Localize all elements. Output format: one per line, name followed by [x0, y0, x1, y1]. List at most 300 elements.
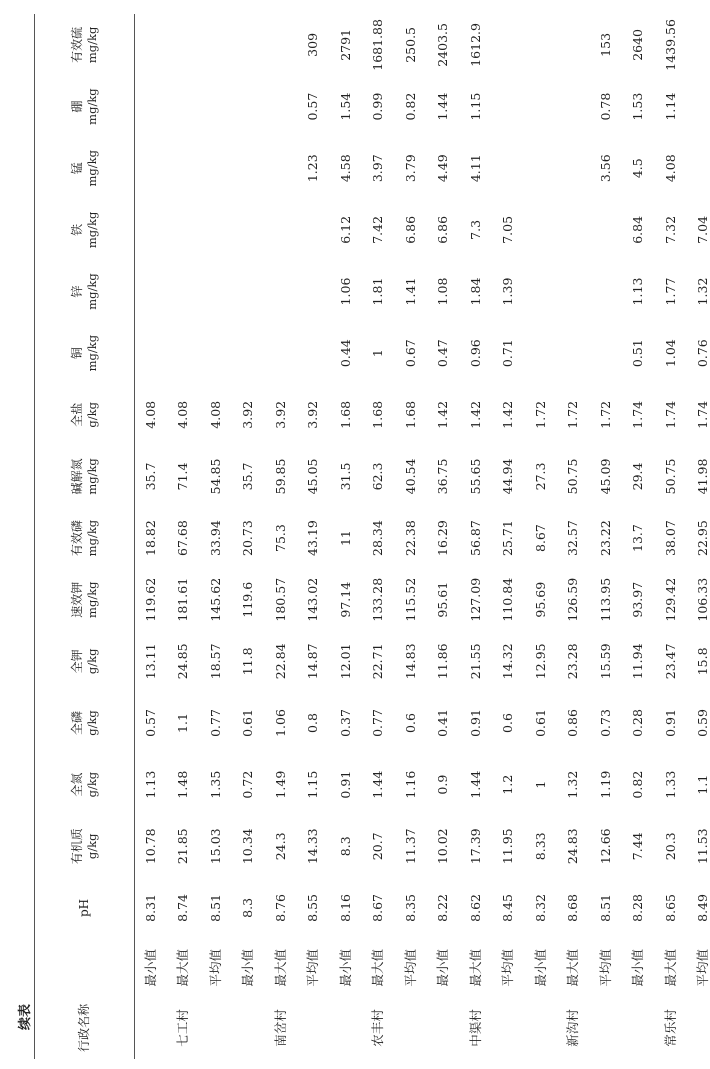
table-cell [492, 76, 525, 138]
table-cell: 15.59 [597, 643, 613, 680]
table-cell [200, 199, 233, 261]
table-cell: 1.23 [305, 154, 320, 183]
table-cell: 119.6 [240, 581, 255, 618]
table-cell: 7.32 [662, 215, 678, 244]
table-cell: 12.66 [597, 828, 613, 865]
stat-label: 平均值 [402, 949, 418, 987]
table-cell [265, 14, 298, 76]
column-name: 有机质 [69, 828, 84, 865]
table-cell [135, 199, 168, 261]
table-cell: 8.33 [532, 832, 548, 861]
stat-label: 平均值 [597, 949, 613, 987]
table-cell: 8.35 [402, 894, 418, 922]
table-cell: 0.28 [630, 709, 645, 737]
table-cell [232, 322, 265, 384]
table-cell [232, 261, 265, 323]
table-body [135, 14, 710, 1059]
table-cell: 1.44 [370, 770, 385, 799]
table-cell: 1.1 [687, 754, 710, 816]
stat-label: 最小值 [532, 949, 548, 987]
table-cell: 181.61 [175, 577, 190, 622]
table-cell [557, 199, 590, 261]
table-cell: 6.84 [630, 215, 645, 244]
table-cell: 41.98 [687, 446, 710, 508]
table-cell [492, 137, 525, 199]
table-cell: 1.16 [402, 770, 418, 799]
table-cell: 143.02 [305, 577, 320, 622]
table-cell [232, 137, 265, 199]
column-name: 有效硫 [69, 26, 84, 63]
table-cell [590, 261, 623, 323]
table-cell: 127.09 [467, 577, 483, 622]
table-cell: 20.7 [370, 832, 385, 861]
table-cell: 0.44 [337, 339, 353, 368]
column-unit: g/kg [84, 710, 99, 736]
table-cell: 8.51 [207, 894, 223, 922]
column-name: 锌 [69, 285, 84, 298]
table-cell: 8.45 [500, 894, 515, 922]
rotated-table-frame [34, 14, 710, 1059]
table-cell: 180.57 [272, 577, 288, 622]
table-cell: 7.05 [500, 215, 515, 244]
table-cell: 133.28 [370, 577, 385, 622]
stat-label: 平均值 [687, 939, 710, 997]
table-cell: 1.44 [467, 770, 483, 799]
column-name: 碱解氮 [69, 458, 84, 495]
table-cell: 8.16 [337, 894, 353, 922]
header-row [35, 14, 135, 1059]
table-cell: 7.3 [467, 219, 483, 240]
column-unit: g/kg [84, 402, 99, 428]
table-cell: 29.4 [630, 462, 645, 491]
stat-label: 最大值 [467, 949, 483, 987]
stat-label: 最大值 [565, 949, 580, 987]
table-cell: 40.54 [402, 458, 418, 495]
table-cell: 4.11 [467, 154, 483, 183]
table-cell [135, 137, 168, 199]
table-row [297, 14, 330, 1059]
table-cell: 153 [597, 32, 613, 57]
stat-label: 平均值 [305, 949, 320, 987]
table-cell: 28.34 [370, 520, 385, 556]
table-cell: 11.8 [240, 647, 255, 676]
column-name: 全氮 [69, 772, 84, 797]
column-header [35, 631, 135, 693]
column-unit: mg/kg [84, 458, 99, 495]
table-cell: 0.41 [435, 709, 450, 737]
table-row [427, 14, 460, 1059]
village-name: 常乐村 [662, 1009, 678, 1047]
table-cell: 3.79 [402, 154, 418, 183]
table-cell: 1612.9 [467, 23, 483, 67]
column-name: 硼 [69, 100, 84, 113]
table-cell: 1.32 [565, 770, 580, 799]
table-cell: 31.5 [337, 462, 353, 491]
table-cell: 250.5 [402, 26, 418, 63]
table-cell: 50.75 [662, 458, 678, 495]
table-cell: 93.97 [630, 581, 645, 618]
table-cell: 1.39 [500, 277, 515, 306]
table-cell: 3.92 [240, 400, 255, 429]
stat-label: 平均值 [207, 949, 223, 987]
table-cell [265, 322, 298, 384]
table-cell: 59.85 [272, 458, 288, 495]
table-cell: 14.32 [500, 643, 515, 680]
table-cell [167, 76, 200, 138]
stat-label: 最小值 [240, 949, 255, 987]
table-cell: 0.86 [565, 709, 580, 737]
table-row [265, 14, 298, 1059]
table-cell: 27.3 [532, 462, 548, 491]
table-cell: 12.95 [532, 643, 548, 680]
table-cell: 0.91 [337, 770, 353, 799]
column-name: pH [77, 898, 91, 917]
table-cell [265, 199, 298, 261]
table-cell: 1.44 [435, 92, 450, 121]
table-cell: 55.65 [467, 458, 483, 495]
table-cell: 0.59 [687, 692, 710, 754]
table-cell: 0.77 [207, 709, 223, 737]
column-name: 铁 [69, 223, 84, 236]
table-cell: 1.35 [207, 770, 223, 799]
table-cell: 0.57 [305, 92, 320, 121]
table-cell [525, 14, 558, 76]
table-row [687, 14, 710, 1059]
table-cell: 0.9 [435, 774, 450, 795]
table-cell: 1.74 [662, 400, 678, 429]
table-cell [200, 322, 233, 384]
table-cell: 20.73 [240, 520, 255, 556]
table-row [135, 14, 168, 1059]
column-name: 全钾 [69, 649, 84, 674]
table-cell [297, 322, 330, 384]
table-cell: 0.61 [532, 709, 548, 737]
table-cell: 1.13 [630, 277, 645, 306]
table-cell: 0.73 [597, 709, 613, 737]
table-cell: 62.3 [370, 462, 385, 491]
table-cell [492, 14, 525, 76]
table-cell: 22.71 [370, 643, 385, 680]
table-cell: 18.82 [142, 520, 158, 556]
table-cell: 1.74 [630, 400, 645, 429]
table-cell: 8.49 [687, 877, 710, 939]
table-cell: 22.95 [687, 507, 710, 569]
column-unit: mg/kg [84, 273, 99, 310]
table-cell: 1.33 [662, 770, 678, 799]
table-cell: 33.94 [207, 520, 223, 556]
table-cell: 11.37 [402, 828, 418, 865]
table-cell [167, 14, 200, 76]
village-name: 中渠村 [467, 1009, 483, 1047]
table-cell [265, 261, 298, 323]
table-cell [265, 137, 298, 199]
table-cell: 1.42 [500, 400, 515, 429]
table-cell [135, 76, 168, 138]
table-row [330, 14, 363, 1059]
table-cell: 110.84 [500, 577, 515, 622]
column-name: 锰 [69, 162, 84, 175]
table-cell [297, 261, 330, 323]
table-row [590, 14, 623, 1059]
table-cell: 4.08 [142, 400, 158, 429]
table-cell: 8.28 [630, 894, 645, 922]
table-cell: 23.47 [662, 643, 678, 680]
table-cell: 1.32 [687, 261, 710, 323]
stat-label: 平均值 [500, 949, 515, 987]
table-cell: 18.57 [207, 643, 223, 680]
table-cell: 4.58 [337, 154, 353, 183]
table-cell: 45.09 [597, 458, 613, 495]
table-cell: 11.95 [500, 828, 515, 865]
table-cell: 1.15 [467, 92, 483, 121]
table-cell [232, 76, 265, 138]
header-stat [35, 939, 135, 997]
table-cell: 0.77 [370, 709, 385, 737]
table-cell: 8.62 [467, 894, 483, 922]
table-cell: 8.22 [435, 894, 450, 922]
table-cell [167, 137, 200, 199]
table-cell: 8.32 [532, 894, 548, 922]
table-cell: 22.38 [402, 520, 418, 556]
table-cell: 24.85 [175, 643, 190, 680]
table-cell: 7.44 [630, 832, 645, 861]
stat-label: 最大值 [662, 949, 678, 987]
table-cell: 6.86 [402, 215, 418, 244]
table-cell [167, 261, 200, 323]
table-cell: 13.7 [630, 524, 645, 552]
table-row [362, 14, 395, 1059]
column-header [35, 507, 135, 569]
table-cell: 129.42 [662, 577, 678, 622]
table-cell: 1.08 [435, 277, 450, 306]
column-header [35, 76, 135, 138]
table-cell: 20.3 [662, 832, 678, 861]
header-village: 行政名称 [35, 997, 135, 1059]
table-cell: 0.76 [687, 322, 710, 384]
table-cell: 126.59 [565, 577, 580, 622]
table-cell: 1 [370, 349, 385, 358]
table-cell: 1.72 [532, 400, 548, 429]
table-cell: 1.1 [175, 713, 190, 733]
table-cell: 309 [305, 32, 320, 57]
table-cell: 1.19 [597, 770, 613, 799]
table-cell: 1.13 [142, 770, 158, 799]
table-cell: 0.99 [370, 92, 385, 121]
table-cell: 15.8 [687, 631, 710, 693]
table-cell: 1.42 [435, 400, 450, 429]
table-cell [232, 199, 265, 261]
table-cell [525, 137, 558, 199]
table-row [460, 14, 493, 1059]
table-cell: 14.33 [305, 828, 320, 865]
table-cell: 75.3 [272, 524, 288, 552]
table-cell: 8.68 [565, 894, 580, 922]
table-cell: 0.72 [240, 770, 255, 799]
table-cell [687, 76, 710, 138]
table-cell: 0.37 [337, 709, 353, 737]
column-name: 全盐 [69, 402, 84, 427]
table-cell: 1.04 [662, 339, 678, 368]
table-row [395, 14, 428, 1059]
table-cell: 0.67 [402, 339, 418, 368]
table-row [200, 14, 233, 1059]
table-cell: 1.68 [337, 400, 353, 429]
column-unit: mg/kg [84, 149, 99, 187]
table-cell: 0.57 [142, 709, 158, 737]
table-cell: 1.06 [337, 277, 353, 306]
table-cell: 1.72 [597, 400, 613, 429]
table-cell: 10.34 [240, 828, 255, 865]
table-row [622, 14, 655, 1059]
table-cell: 7.04 [687, 199, 710, 261]
table-cell: 22.84 [272, 643, 288, 680]
table-cell: 145.62 [207, 577, 223, 622]
table-cell [135, 14, 168, 76]
village-name: 农丰村 [370, 1009, 385, 1047]
table-cell [557, 76, 590, 138]
column-header [35, 692, 135, 754]
table-cell: 3.97 [370, 154, 385, 183]
table-cell [525, 261, 558, 323]
stat-label: 最大值 [370, 949, 385, 987]
table-row [232, 14, 265, 1059]
table-cell: 56.87 [467, 520, 483, 556]
table-cell: 10.78 [142, 828, 158, 865]
column-unit: mg/kg [84, 88, 99, 125]
table-cell: 67.68 [175, 520, 190, 556]
table-cell: 0.96 [467, 339, 483, 368]
table-cell: 3.56 [597, 154, 613, 183]
table-cell: 2403.5 [435, 23, 450, 67]
table-cell: 97.14 [337, 581, 353, 618]
table-cell: 1.53 [630, 92, 645, 121]
table-cell: 2791 [337, 28, 353, 61]
soil-nutrient-table [34, 14, 710, 1059]
table-cell: 1.14 [662, 92, 678, 121]
table-cell [557, 137, 590, 199]
table-cell: 0.82 [402, 92, 418, 121]
table-cell: 0.91 [662, 709, 678, 737]
table-cell: 50.75 [565, 458, 580, 495]
table-cell: 0.91 [467, 709, 483, 737]
table-cell: 45.05 [305, 458, 320, 495]
table-cell: 1681.88 [370, 19, 385, 71]
table-cell: 1.41 [402, 277, 418, 306]
table-cell: 36.75 [435, 458, 450, 495]
table-cell [135, 322, 168, 384]
table-cell: 1.81 [370, 277, 385, 306]
table-cell: 8.55 [305, 894, 320, 922]
table-cell [167, 199, 200, 261]
table-cell: 8.67 [532, 524, 548, 552]
table-cell: 115.52 [402, 577, 418, 622]
table-cell: 14.83 [402, 643, 418, 680]
table-cell [525, 322, 558, 384]
table-cell: 1.2 [500, 774, 515, 795]
stat-label: 最小值 [142, 949, 158, 987]
table-cell: 1.68 [402, 400, 418, 429]
table-cell: 35.7 [142, 462, 158, 491]
village-name: 南岔村 [272, 1009, 288, 1047]
stat-label: 最小值 [435, 949, 450, 987]
table-cell: 0.47 [435, 339, 450, 368]
table-cell: 11.53 [687, 815, 710, 877]
column-unit: mg/kg [84, 581, 99, 618]
table-cell [557, 322, 590, 384]
table-cell: 1.42 [467, 400, 483, 429]
table-cell: 14.87 [305, 643, 320, 680]
village-name: 七工村 [175, 1009, 191, 1047]
table-cell: 17.39 [467, 828, 483, 865]
table-cell: 1.06 [272, 709, 288, 737]
table-cell: 1.54 [337, 92, 353, 121]
table-cell: 8.3 [337, 836, 353, 857]
table-row [655, 14, 688, 1059]
column-header [35, 754, 135, 816]
column-header [35, 322, 135, 384]
table-cell: 2640 [630, 28, 645, 61]
table-cell [167, 322, 200, 384]
table-cell [525, 199, 558, 261]
table-cell [232, 14, 265, 76]
table-cell: 4.08 [175, 400, 190, 429]
table-cell: 32.57 [565, 520, 580, 556]
column-name: 速效钾 [69, 581, 84, 618]
table-cell: 15.03 [207, 828, 223, 865]
table-cell: 4.08 [662, 154, 678, 183]
column-header [35, 877, 135, 939]
table-cell: 1.68 [370, 400, 385, 429]
column-unit: mg/kg [84, 519, 99, 557]
table-cell: 1.84 [467, 277, 483, 306]
table-cell: 0.8 [305, 713, 320, 733]
table-cell: 35.7 [240, 462, 255, 491]
table-cell: 38.07 [662, 520, 678, 556]
column-header [35, 14, 135, 76]
column-header [35, 384, 135, 446]
table-cell: 1 [532, 780, 548, 789]
table-cell [687, 14, 710, 76]
table-cell: 0.78 [597, 92, 613, 121]
table-row [525, 14, 558, 1059]
table-cell: 95.69 [532, 581, 548, 618]
table-cell: 21.55 [467, 643, 483, 680]
table-cell: 71.4 [175, 462, 190, 491]
stat-label: 最小值 [630, 949, 645, 987]
table-cell: 8.51 [597, 894, 613, 922]
table-cell: 3.92 [305, 400, 320, 429]
stat-label: 最大值 [272, 949, 288, 987]
table-cell: 95.61 [435, 581, 450, 618]
table-cell: 8.31 [142, 894, 158, 922]
table-cell: 44.94 [500, 458, 515, 495]
table-cell: 10.02 [435, 828, 450, 865]
table-cell: 1439.56 [662, 19, 678, 71]
table-cell: 16.29 [435, 520, 450, 556]
column-header [35, 569, 135, 631]
table-cell: 1.15 [305, 770, 320, 799]
table-cell [200, 261, 233, 323]
table-cell: 8.3 [240, 897, 255, 918]
table-cell: 1.49 [272, 770, 288, 799]
table-cell: 7.42 [370, 215, 385, 244]
table-cell: 119.62 [142, 577, 158, 622]
table-cell: 21.85 [175, 828, 190, 865]
table-cell: 0.82 [630, 770, 645, 799]
table-cell: 12.01 [337, 643, 353, 680]
table-cell: 106.33 [687, 569, 710, 631]
table-cell: 11.94 [630, 643, 645, 680]
